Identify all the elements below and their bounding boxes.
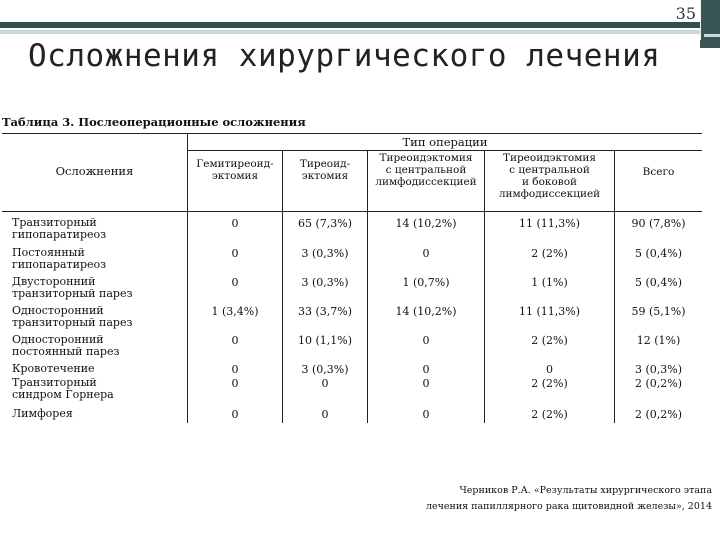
- table-cell: 65 (7,3%): [297, 217, 353, 230]
- table-cell: 2 (0,2%): [634, 377, 683, 390]
- table-cell: 0: [231, 276, 239, 289]
- table-cell: 0: [422, 334, 430, 347]
- table-cell: 0: [321, 377, 329, 390]
- table-cell: 12 (1%): [636, 334, 681, 347]
- table-cell: 3 (0,3%): [301, 276, 349, 289]
- table-cell: 90 (7,8%): [631, 217, 686, 230]
- table-cell: 14 (10,2%): [395, 217, 457, 230]
- table-cell: 3 (0,3%): [301, 363, 349, 376]
- table-top-rule: [2, 133, 702, 134]
- row-label: Транзиторный синдром Горнера: [12, 376, 114, 401]
- table-cell: 11 (11,3%): [518, 217, 581, 230]
- table-cell: 2 (2%): [531, 408, 568, 421]
- row-label: Односторонний постоянный парез: [12, 333, 120, 358]
- table-cell: 0: [422, 408, 430, 421]
- header-divider: [700, 0, 701, 40]
- table-cell: 1 (1%): [531, 276, 568, 289]
- table-cell: 0: [231, 377, 239, 390]
- row-label: Постоянный гипопаратиреоз: [12, 246, 107, 271]
- table-cell: 3 (0,3%): [634, 363, 683, 376]
- table-cell: 0: [321, 408, 329, 421]
- table-cell: 3 (0,3%): [301, 247, 349, 260]
- table-cell: 11 (11,3%): [518, 305, 581, 318]
- table-cell: 2 (2%): [531, 377, 568, 390]
- table-cell: 1 (0,7%): [402, 276, 450, 289]
- table-cell: 33 (3,7%): [297, 305, 353, 318]
- group-header: Тип операции: [402, 135, 488, 149]
- column-header: Тиреоидэктомия с центральной лимфодиссекцией: [375, 152, 477, 188]
- table-cell: 1 (3,4%): [211, 305, 259, 318]
- table-cell: 2 (0,2%): [634, 408, 683, 421]
- table-caption: Таблица 3. Послеоперационные осложнения: [2, 115, 306, 129]
- table-cell: 2 (2%): [531, 247, 568, 260]
- table-cell: 10 (1,1%): [297, 334, 353, 347]
- slide-title: Осложнения хирургического лечения: [28, 38, 661, 74]
- row-label: Двусторонний транзиторный парез: [12, 275, 133, 300]
- header-bar-dark: [0, 22, 700, 28]
- source-credit-line: Черников Р.А. «Результаты хирургического этапа: [459, 485, 712, 496]
- column-header: Всего: [642, 166, 675, 178]
- table-cell: 0: [231, 334, 239, 347]
- header-corner-band: [700, 0, 720, 48]
- table-cell: 2 (2%): [531, 334, 568, 347]
- page-number: 35: [675, 4, 696, 23]
- source-credit: [352, 483, 712, 515]
- column-header: Тиреоид- эктомия: [299, 158, 351, 182]
- table-cell: 0: [231, 217, 239, 230]
- table-cell: 14 (10,2%): [395, 305, 457, 318]
- row-header: Осложнения: [55, 164, 134, 178]
- table-cell: 0: [422, 247, 430, 260]
- table-cell: 5 (0,4%): [634, 276, 683, 289]
- row-label: Лимфорея: [12, 407, 73, 420]
- table-cell: 59 (5,1%): [631, 305, 686, 318]
- table-cell: 0: [546, 363, 553, 376]
- table-cell: 0: [231, 408, 239, 421]
- table-cell: 5 (0,4%): [634, 247, 683, 260]
- source-credit-line: лечения папиллярного рака щитовидной железы», 2014: [425, 501, 712, 512]
- table-cell: 0: [422, 377, 430, 390]
- header-bar-light: [0, 30, 700, 34]
- row-label: Односторонний транзиторный парез: [12, 304, 133, 329]
- row-label: Транзиторный гипопаратиреоз: [12, 216, 107, 241]
- table-cell: 0: [422, 363, 430, 376]
- row-label: Кровотечение: [12, 362, 95, 375]
- header-bottom-rule: [2, 211, 702, 212]
- table-cell: 0: [231, 363, 239, 376]
- column-header: Тиреоидэктомия с центральной и боковой лимфодиссекцией: [498, 152, 601, 200]
- column-header: Гемитиреоид- эктомия: [196, 158, 274, 182]
- table-cell: 0: [231, 247, 239, 260]
- group-header-rule: [188, 150, 702, 151]
